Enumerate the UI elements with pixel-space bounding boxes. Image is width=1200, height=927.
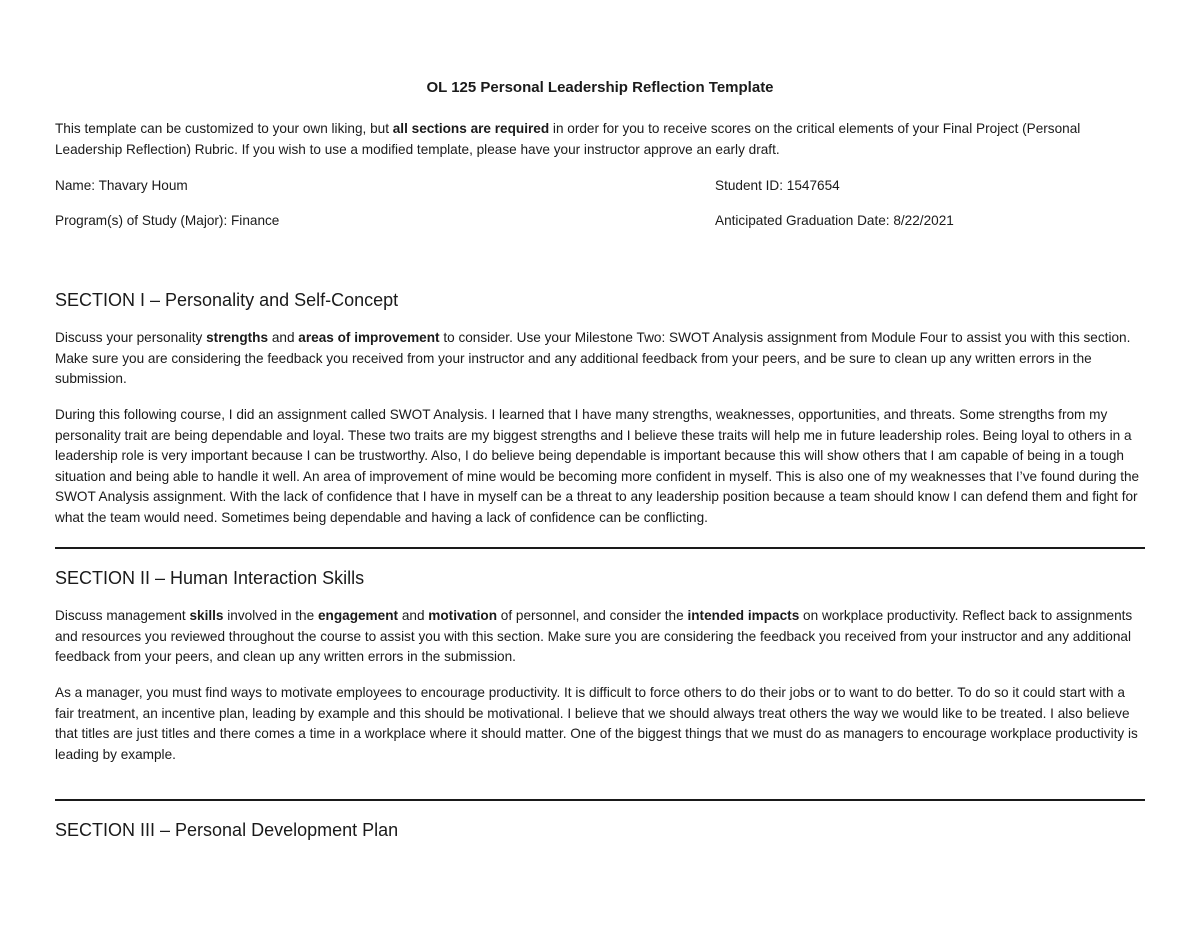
section2-response: As a manager, you must find ways to motivate employees to encourage productivity. It is difficult to force others to do their jobs or to want to do better. To do so it could start with a fair treatment, an incentive plan, leading by example and this should be motivational. I believe that we should always treat others the way we would like to be treated. I also believe that titles are just titles and there comes a time in a workplace where it should matter. One of the biggest things that we must do as managers to encourage workplace productivity is leading by example.: [55, 685, 1138, 762]
student-id: Student ID: 1547654: [715, 178, 840, 193]
intro-paragraph: This template can be customized to your own liking, but all sections are required in order for you to receive scores on the critical elements of your Final Project (Personal Leadership Reflection) Rubric. If you wish to use a modified template, please have your instructor approve an early draft.: [55, 121, 1081, 157]
section2-heading: SECTION II – Human Interaction Skills: [55, 568, 365, 588]
section1-heading: SECTION I – Personality and Self-Concept: [55, 290, 399, 310]
section3-heading: SECTION III – Personal Development Plan: [55, 820, 399, 840]
section-divider: [55, 799, 1145, 801]
section1-prompt: Discuss your personality strengths and areas of improvement to consider. Use your Milestone Two: SWOT Analysis assignment from Module Four to assist you with this section. Make sure you are considering the feedback you received from your instructor and any additional feedback from your peers, and be sure to clean up any written errors in the submission.: [55, 330, 1131, 386]
document-title: OL 125 Personal Leadership Reflection Template: [426, 79, 774, 96]
student-name: Name: Thavary Houm: [55, 178, 188, 193]
section2-prompt: Discuss management skills involved in the engagement and motivation of personnel, and consider the intended impacts on workplace productivity. Reflect back to assignments and resources you reviewed throughout the course to assist you with this section. Make sure you are considering the feedback you received from your instructor and any additional feedback from your peers, and clean up any written errors in the submission.: [55, 608, 1133, 664]
section1-response: During this following course, I did an assignment called SWOT Analysis. I learned that I have many strengths, weaknesses, opportunities, and threats. Some strengths from my personality trait are being dependable and loyal. These two traits are my biggest strengths and I believe these traits will help me in future leadership roles. Being loyal to others in a leadership role is very important because I can be trustworthy. Also, I do believe being dependable is important because this will show others that I am capable of being in a tough situation and being able to handle it well. An area of improvement of mine would be becoming more confident in myself. This is also one of my weaknesses that I’ve found during the SWOT Analysis assignment. With the lack of confidence that I have in myself can be a threat to any leadership position because a team should know I can defend them and fight for what the team would need. Sometimes being dependable and having a lack of confidence can be conflicting.: [55, 407, 1140, 525]
graduation-date: Anticipated Graduation Date: 8/22/2021: [715, 213, 954, 228]
section-divider: [55, 547, 1145, 549]
program-of-study: Program(s) of Study (Major): Finance: [55, 213, 280, 228]
